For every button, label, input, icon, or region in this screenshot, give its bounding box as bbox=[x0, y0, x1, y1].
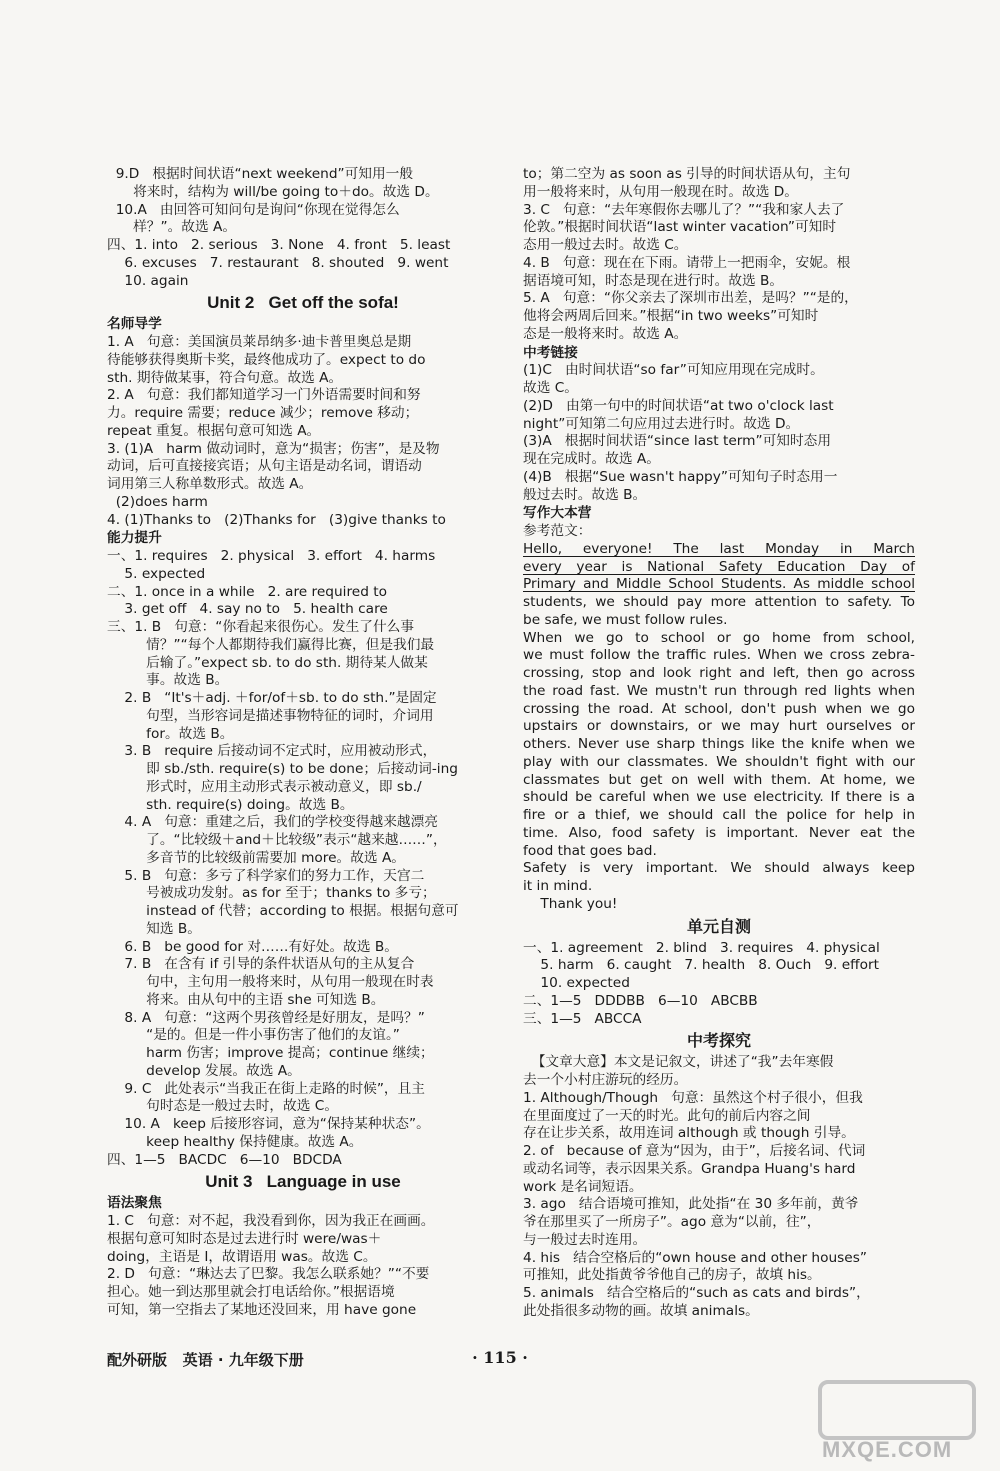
text-line: 参考范文： bbox=[523, 523, 592, 539]
text-line: 【文章大意】本文是记叙文，讲述了“我”去年寒假 bbox=[523, 1054, 834, 1071]
text-line: fire or a thief, we should call the police for help in bbox=[523, 807, 915, 823]
text-line: 4. his 结合空格后的“own house and other houses” bbox=[523, 1249, 867, 1266]
watermark-logo bbox=[818, 1380, 976, 1440]
text-line: 4. A 句意：重建之后，我们的学校变得越来越漂亮 bbox=[107, 814, 438, 831]
section-heading: 名师导学 bbox=[107, 316, 162, 333]
text-line: 据语境可知，时态是现在进行时。故选 B。 bbox=[523, 272, 784, 289]
text-line: 10. again bbox=[107, 272, 189, 289]
text-line: crossing the road. At school, don't push when we go bbox=[523, 700, 915, 717]
text-line: 态用一般过去时。故选 C。 bbox=[523, 237, 688, 253]
text-line: develop 发展。故选 A。 bbox=[107, 1062, 301, 1079]
text-line: (4)B 根据“Sue wasn't happy”可知句子时态用一 bbox=[523, 468, 838, 485]
text-line: every year is National Safety Education Day of bbox=[523, 558, 915, 575]
text-line: 6. B be good for 对……有好处。故选 B。 bbox=[107, 938, 398, 955]
text-line: 伦敦。”根据时间状语“last winter vacation”可知时 bbox=[523, 219, 837, 236]
text-line: it in mind. bbox=[523, 878, 593, 894]
text-line: 他将会两周后回来。”根据“in two weeks”可知时 bbox=[523, 308, 819, 324]
section-title: 中考探究 bbox=[686, 1031, 751, 1051]
text-line: for。故选 B。 bbox=[107, 725, 234, 742]
text-line: 二、1. once in a while 2. are required to bbox=[107, 583, 387, 600]
text-line: Hello, everyone! The last Monday in March bbox=[523, 540, 915, 557]
text-line: 7. B 在含有 if 引导的条件状语从句的主从复合 bbox=[107, 956, 415, 973]
text-line: 句中，主句用一般将来时，从句用一般现在时表 bbox=[107, 974, 434, 990]
text-line: 5. animals 结合空格后的“such as cats and birds”， bbox=[523, 1285, 870, 1301]
text-line: “是的。但是一件小事伤害了他们的友谊。” bbox=[107, 1027, 400, 1044]
text-line: 此处指很多动物的画。故填 animals。 bbox=[523, 1302, 759, 1319]
text-line: 3. get off 4. say no to 5. health care bbox=[107, 601, 388, 618]
text-line: students, we should pay more attention to safety. To bbox=[523, 594, 915, 610]
text-line: 4. B 句意：现在在下雨。请带上一把雨伞，安妮。根 bbox=[523, 254, 851, 271]
text-line: 5. expected bbox=[107, 565, 206, 582]
text-line: 1. Although/Though 句意：虽然这个村子很小，但我 bbox=[523, 1089, 863, 1106]
text-line: 知选 B。 bbox=[107, 920, 201, 937]
text-line: work 是名词短语。 bbox=[523, 1178, 643, 1195]
text-line: 一、1. agreement 2. blind 3. requires 4. physical bbox=[523, 939, 880, 956]
text-line: 10.A 由回答可知问句是询问“你现在觉得怎么 bbox=[107, 201, 400, 218]
text-line: repeat 重复。根据句意可知选 A。 bbox=[107, 422, 321, 439]
text-line: 后输了。”expect sb. to do sth. 期待某人做某 bbox=[107, 654, 428, 671]
text-line: (2)does harm bbox=[107, 493, 208, 510]
text-line: 或动名词等，表示因果关系。Grandpa Huang's hard bbox=[523, 1160, 856, 1177]
text-line: 四、1. into 2. serious 3. None 4. front 5. least bbox=[107, 237, 451, 253]
section-heading: 能力提升 bbox=[107, 530, 162, 547]
text-line: 3. B require 后接动词不定式时，应用被动形式， bbox=[107, 743, 437, 760]
text-line: 3. C 句意：“去年寒假你去哪儿了？”“我和家人去了 bbox=[523, 201, 845, 218]
page-number: · 115 · bbox=[472, 1348, 528, 1367]
text-line: 三、1—5 ABCCA bbox=[523, 1010, 642, 1027]
text-line: Primary and Middle School Students. As middle school bbox=[523, 576, 915, 593]
text-line: 将来时，结构为 will/be going to＋do。故选 D。 bbox=[107, 183, 439, 200]
unit-heading: Unit 3 Language in use bbox=[205, 1172, 401, 1192]
text-line: 6. excuses 7. restaurant 8. shouted 9. went bbox=[107, 254, 449, 271]
text-line: 8. A 句意：“这两个男孩曾经是好朋友，是吗？” bbox=[107, 1009, 425, 1026]
text-line: 故选 C。 bbox=[523, 380, 578, 396]
text-line: doing，主语是 I，故谓语用 was。故选 C。 bbox=[107, 1248, 377, 1265]
text-line: 2. B “It's＋adj. ＋for/of＋sb. to do sth.”是固定 bbox=[107, 690, 437, 706]
text-line: 形式时，应用主动形式表示被动意义，即 sb./ bbox=[107, 778, 422, 795]
text-line: 5. A 句意：“你父亲去了深圳市出差，是吗？”“是的， bbox=[523, 290, 858, 307]
text-line: the road fast. We mustn't run through red lights when bbox=[523, 682, 915, 699]
text-line: 多音节的比较级前需要加 more。故选 A。 bbox=[107, 849, 405, 866]
text-line: 将来。由从句中的主语 she 可知选 B。 bbox=[107, 991, 385, 1008]
text-line: be safe, we must follow rules. bbox=[523, 611, 728, 628]
text-line: 4. (1)Thanks to (2)Thanks for (3)give thanks to bbox=[107, 511, 446, 528]
text-line: 号被成功发射。as for 至于；thanks to 多亏； bbox=[107, 885, 436, 902]
text-line: 用一般将来时，从句用一般现在时。故选 D。 bbox=[523, 183, 798, 200]
text-line: 2. of because of 意为“因为，由于”，后接名词、代词 bbox=[523, 1143, 866, 1159]
text-line: should be careful when we use electricity. If there is a bbox=[523, 789, 915, 806]
text-line: (1)C 由时间状语“so far”可知应用现在完成时。 bbox=[523, 362, 824, 379]
text-line: 可推知，此处指黄爷爷他自己的房子，故填 his。 bbox=[523, 1267, 821, 1284]
text-line: 动词，后可直接接宾语；从句主语是动名词，谓语动 bbox=[107, 458, 422, 475]
text-line: 样？”。故选 A。 bbox=[107, 219, 237, 236]
section-title: 单元自测 bbox=[686, 916, 751, 936]
text-line: 5. harm 6. caught 7. health 8. Ouch 9. effort bbox=[523, 957, 879, 974]
text-line: 现在完成时。故选 A。 bbox=[523, 451, 660, 467]
text-line: 情？”“每个人都期待我们赢得比赛，但是我们最 bbox=[107, 636, 435, 653]
text-line: 2. A 句意：我们都知道学习一门外语需要时间和努 bbox=[107, 387, 421, 404]
text-line: 句型，当形容词是描述事物特征的词时，介词用 bbox=[107, 707, 434, 724]
text-line: 词用第三人称单数形式。故选 A。 bbox=[107, 476, 313, 492]
text-line: 去一个小村庄游玩的经历。 bbox=[523, 1072, 688, 1088]
text-line: 四、1—5 BACDC 6—10 BDCDA bbox=[107, 1151, 342, 1168]
text-line: 5. B 句意：多亏了科学家们的努力工作，天宫二 bbox=[107, 867, 425, 884]
text-line: harm 伤害；improve 提高；continue 继续； bbox=[107, 1045, 434, 1061]
text-line: 3. (1)A harm 做动词时，意为“损害；伤害”，是及物 bbox=[107, 440, 440, 457]
text-line: 根据句意可知时态是过去进行时 were/was＋ bbox=[107, 1230, 382, 1247]
watermark-text: MXQE.COM bbox=[822, 1437, 953, 1462]
text-line: time. Also, food safety is important. Never eat the bbox=[523, 824, 915, 841]
text-line: 二、1—5 DDDBB 6—10 ABCBB bbox=[523, 992, 758, 1009]
text-line: 1. C 句意：对不起，我没看到你，因为我正在画画。 bbox=[107, 1213, 435, 1229]
section-heading: 中考链接 bbox=[523, 344, 578, 361]
text-line: 2. D 句意：“琳达去了巴黎。我怎么联系她？”“不要 bbox=[107, 1266, 430, 1283]
text-line: 三、1. B 句意：“你看起来很伤心。发生了什么事 bbox=[107, 619, 415, 635]
unit-heading: Unit 2 Get off the sofa! bbox=[207, 293, 399, 313]
text-line: When we go to school or go home from school, bbox=[523, 629, 915, 646]
text-line: we must follow the traffic rules. When we cross zebra- bbox=[523, 647, 915, 664]
text-line: 般过去时。故选 B。 bbox=[523, 486, 647, 503]
text-line: 事。故选 B。 bbox=[107, 672, 229, 689]
right-column bbox=[523, 166, 915, 1321]
text-line: Thank you! bbox=[523, 895, 618, 912]
text-line: 10. A keep 后接形容词，意为“保持某种状态”。 bbox=[107, 1116, 430, 1132]
text-line: sth. 期待做某事，符合句意。故选 A。 bbox=[107, 369, 343, 386]
text-line: others. Never use sharp things like the knife when we bbox=[523, 736, 915, 752]
text-line: Safety is very important. We should always keep bbox=[523, 860, 915, 877]
section-heading: 写作大本营 bbox=[523, 505, 592, 522]
text-line: 了。“比较级＋and＋比较级”表示“越来越……”， bbox=[107, 832, 447, 848]
text-line: 在里面度过了一天的时光。此句的前后内容之间 bbox=[523, 1107, 811, 1124]
text-line: (2)D 由第一句中的时间状语“at two o'clock last bbox=[523, 397, 834, 414]
text-line: 即 sb./sth. require(s) to be done；后接动词-ing bbox=[107, 761, 458, 777]
text-line: crossing, stop and look right and left, then go across bbox=[523, 665, 915, 681]
text-line: keep healthy 保持健康。故选 A。 bbox=[107, 1133, 363, 1150]
section-heading: 语法聚焦 bbox=[107, 1195, 162, 1212]
text-line: 9. C 此处表示“当我正在街上走路的时候”，且主 bbox=[107, 1080, 425, 1097]
text-line: (3)A 根据时间状语“since last term”可知时态用 bbox=[523, 433, 832, 450]
text-line: 与一般过去时连用。 bbox=[523, 1231, 647, 1248]
edition-label: 配外研版 英语 · 九年级下册 bbox=[107, 1351, 304, 1369]
text-line: night”可知第二句应用过去进行时。故选 D。 bbox=[523, 415, 800, 432]
text-line: 待能够获得奥斯卡奖，最终他成功了。expect to do bbox=[107, 351, 426, 368]
text-line: to；第二空为 as soon as 引导的时间状语从句，主句 bbox=[523, 166, 851, 182]
text-line: 力。require 需要；reduce 减少；remove 移动； bbox=[107, 405, 419, 421]
text-line: 存在让步关系，故用连词 although 或 though 引导。 bbox=[523, 1125, 855, 1142]
text-line: 10. expected bbox=[523, 975, 630, 991]
text-line: sth. require(s) doing。故选 B。 bbox=[107, 796, 354, 813]
text-line: 1. A 句意：美国演员莱昂纳多·迪卡普里奥总是期 bbox=[107, 334, 412, 350]
text-line: 担心。她一到达那里就会打电话给你。”根据语境 bbox=[107, 1284, 395, 1300]
left-column bbox=[107, 166, 499, 1320]
text-line: 一、1. requires 2. physical 3. effort 4. harms bbox=[107, 548, 436, 564]
text-line: instead of 代替；according to 根据。根据句意可 bbox=[107, 903, 459, 919]
text-line: 态是一般将来时。故选 A。 bbox=[523, 325, 688, 342]
text-line: play with our classmates. We shouldn't fight with our bbox=[523, 753, 915, 770]
text-line: 句时态是一般过去时，故选 C。 bbox=[107, 1098, 339, 1115]
text-line: 可知，第一空指去了某地还没回来，用 have gone bbox=[107, 1301, 417, 1318]
text-line: 3. ago 结合语境可推知，此处指“在 30 多年前，黄爷 bbox=[523, 1196, 859, 1213]
text-line: food that goes bad. bbox=[523, 842, 657, 859]
text-line: 9.D 根据时间状语“next weekend”可知用一般 bbox=[107, 166, 414, 182]
text-line: 爷在那里买了一所房子”。ago 意为“以前，往”， bbox=[523, 1214, 821, 1230]
text-line: upstairs or downstairs, or we may hurt ourselves or bbox=[523, 718, 915, 735]
text-line: classmates but get on well with them. At home, we bbox=[523, 771, 915, 788]
